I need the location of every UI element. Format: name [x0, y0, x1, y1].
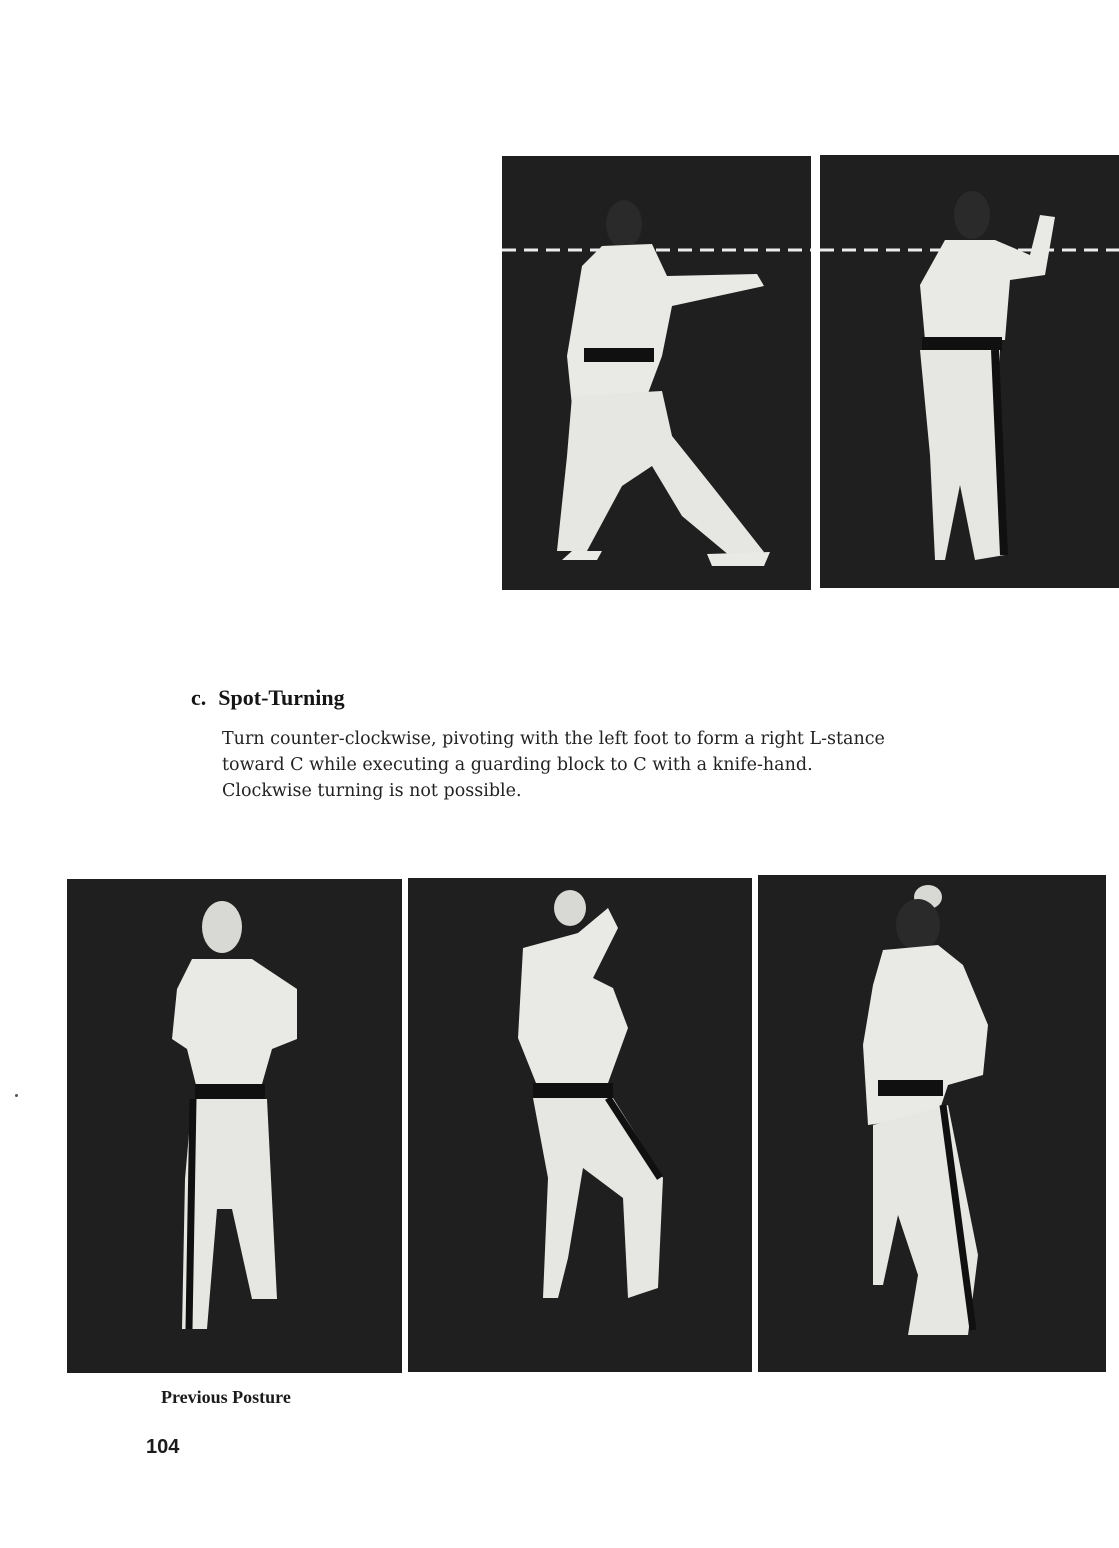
instruction-paragraph: Turn counter-clockwise, pivoting with the left foot to form a right L-stance toward C while executing a guarding block to C with a knife-hand.: [222, 729, 885, 775]
photo-caption: Previous Posture: [161, 1387, 291, 1407]
photo-previous-posture: [67, 879, 402, 1373]
figure-turning-midway: [408, 878, 752, 1372]
section-heading: [191, 685, 345, 711]
figure-turned-guard: [820, 155, 1119, 588]
photo-turning-step-1: [408, 878, 752, 1372]
figure-turned-back-view: [758, 875, 1106, 1372]
figure-front-facing: [67, 879, 402, 1373]
margin-speck: [15, 1094, 18, 1097]
figure-side-stance: [502, 156, 811, 590]
page-number: 104: [146, 1436, 180, 1458]
photo-turning-step-2: [758, 875, 1106, 1372]
photo-stance-turned-view: [820, 155, 1119, 588]
section-title: Spot-Turning: [218, 685, 345, 710]
section-marker: c.: [191, 685, 207, 710]
note-paragraph: Clockwise turning is not possible.: [222, 781, 522, 801]
section-body: [222, 726, 952, 804]
photo-stance-side-view: [502, 156, 811, 590]
